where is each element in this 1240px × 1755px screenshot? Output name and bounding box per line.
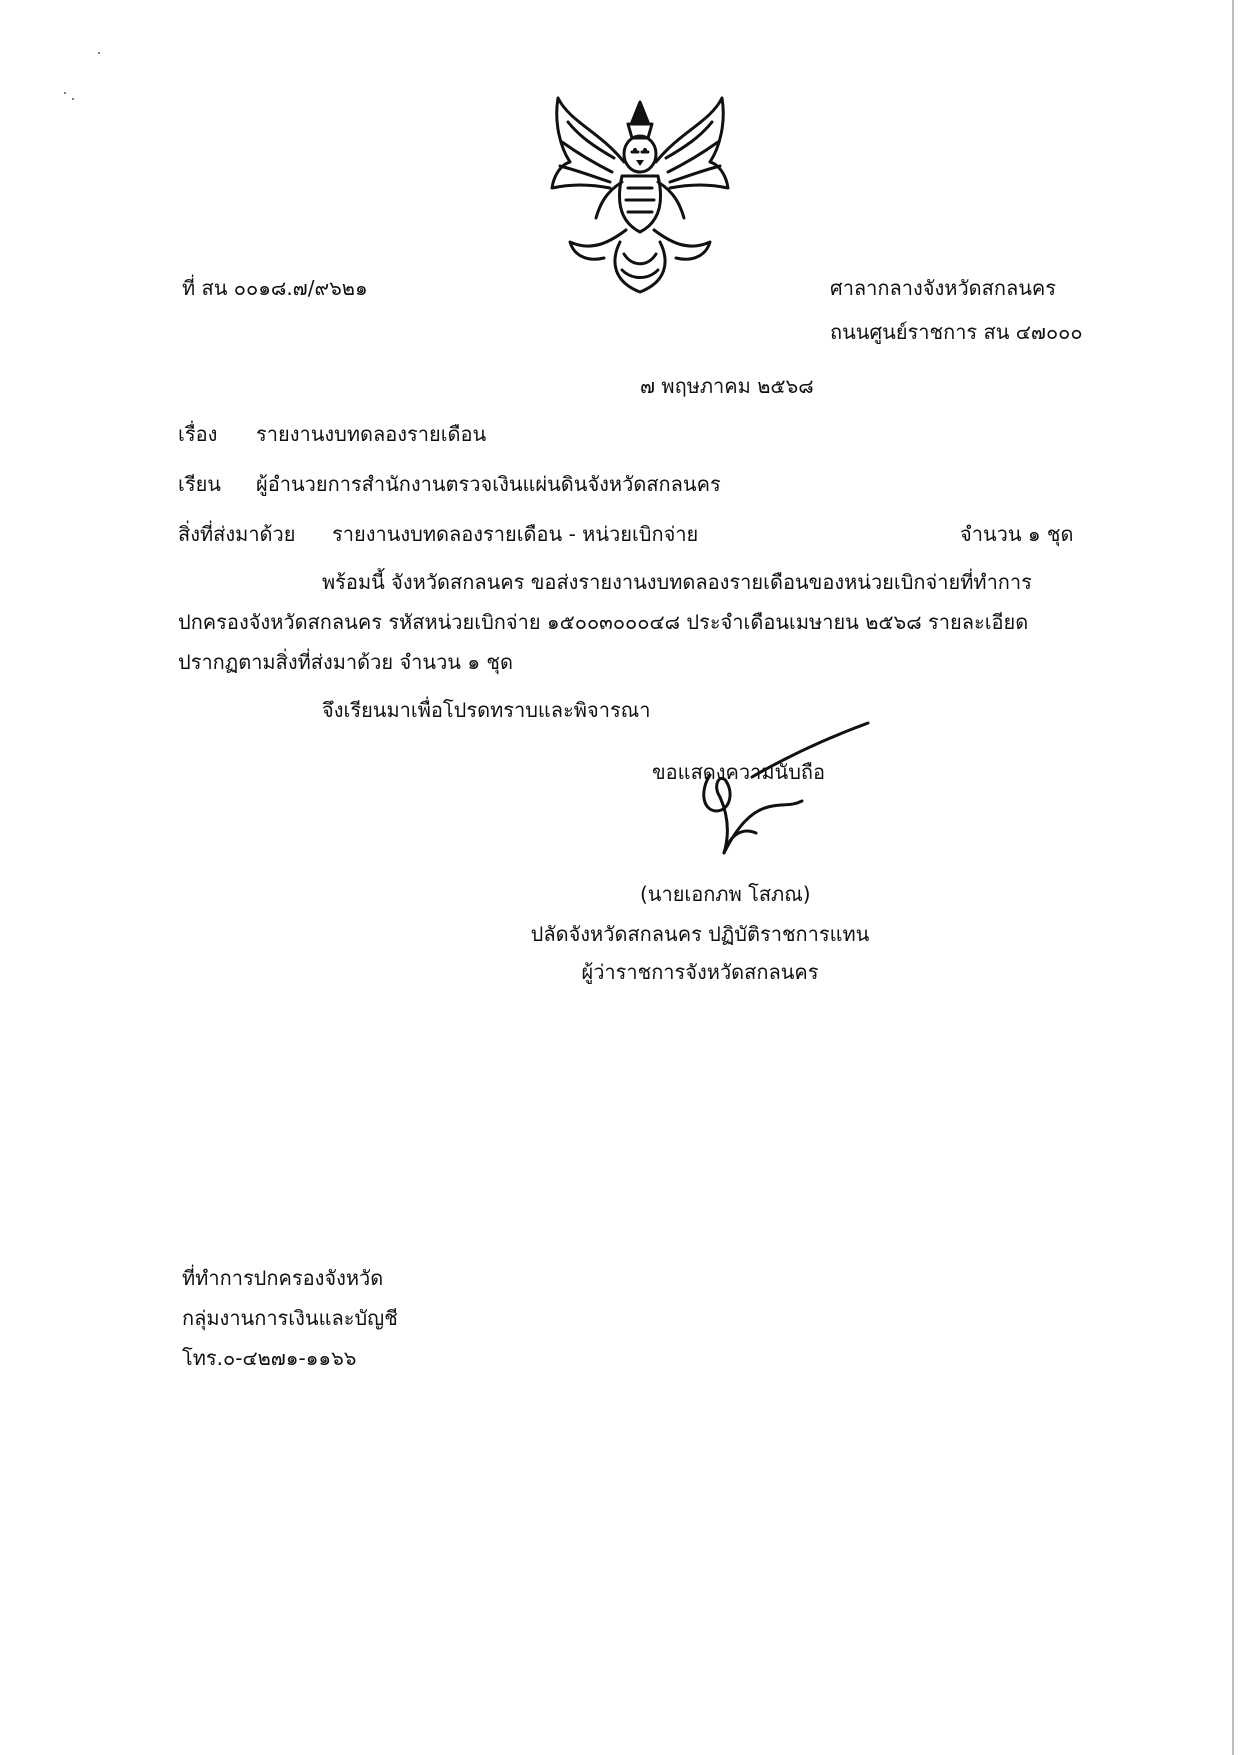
footer-division: กลุ่มงานการเงินและบัญชี: [182, 1306, 398, 1330]
footer-phone: โทร.๐-๔๒๗๑-๑๑๖๖: [182, 1346, 357, 1370]
scan-speck: [72, 98, 74, 100]
office-name: ศาลากลางจังหวัดสกลนคร: [830, 276, 1057, 300]
closing-salutation: ขอแสดงความนับถือ: [652, 760, 826, 784]
signer-name: (นายเอกภพ โสภณ): [640, 882, 811, 906]
body-paragraph-line: ปรากฏตามสิ่งที่ส่งมาด้วย จำนวน ๑ ชุด: [178, 650, 513, 674]
garuda-emblem-icon: [540, 92, 740, 297]
signer-position-line: ปลัดจังหวัดสกลนคร ปฏิบัติราชการแทน: [530, 922, 870, 946]
office-address: ถนนศูนย์ราชการ สน ๔๗๐๐๐: [830, 320, 1083, 344]
reference-number: ที่ สน ๐๐๑๘.๗/๙๖๒๑: [182, 276, 368, 300]
recipient-text: ผู้อำนวยการสำนักงานตรวจเงินแผ่นดินจังหวัดสกลนคร: [256, 472, 721, 496]
scan-speck: [98, 52, 100, 54]
subject-text: รายงานงบทดลองรายเดือน: [256, 422, 487, 446]
footer-department: ที่ทำการปกครองจังหวัด: [182, 1266, 384, 1290]
signer-position-line: ผู้ว่าราชการจังหวัดสกลนคร: [581, 960, 819, 984]
enclosure-text: รายงานงบทดลองรายเดือน - หน่วยเบิกจ่าย: [332, 522, 699, 546]
letter-date: ๗ พฤษภาคม ๒๕๖๘: [640, 374, 814, 398]
body-paragraph-line: พร้อมนี้ จังหวัดสกลนคร ขอส่งรายงานงบทดลองรายเดือนของหน่วยเบิกจ่ายที่ทำการ: [322, 570, 1032, 594]
recipient-label: เรียน: [178, 472, 221, 496]
subject-label: เรื่อง: [178, 422, 218, 446]
closing-request: จึงเรียนมาเพื่อโปรดทราบและพิจารณา: [322, 698, 651, 722]
body-paragraph-line: ปกครองจังหวัดสกลนคร รหัสหน่วยเบิกจ่าย ๑๕๐๐๓๐๐๐๔๘ ประจำเดือนเมษายน ๒๕๖๘ รายละเอียด: [178, 610, 1029, 634]
enclosure-quantity: จำนวน ๑ ชุด: [960, 522, 1074, 546]
handwritten-signature: [690, 715, 890, 875]
scan-speck: [64, 92, 66, 94]
enclosure-label: สิ่งที่ส่งมาด้วย: [178, 522, 296, 546]
page-edge-line: [1232, 0, 1234, 1755]
